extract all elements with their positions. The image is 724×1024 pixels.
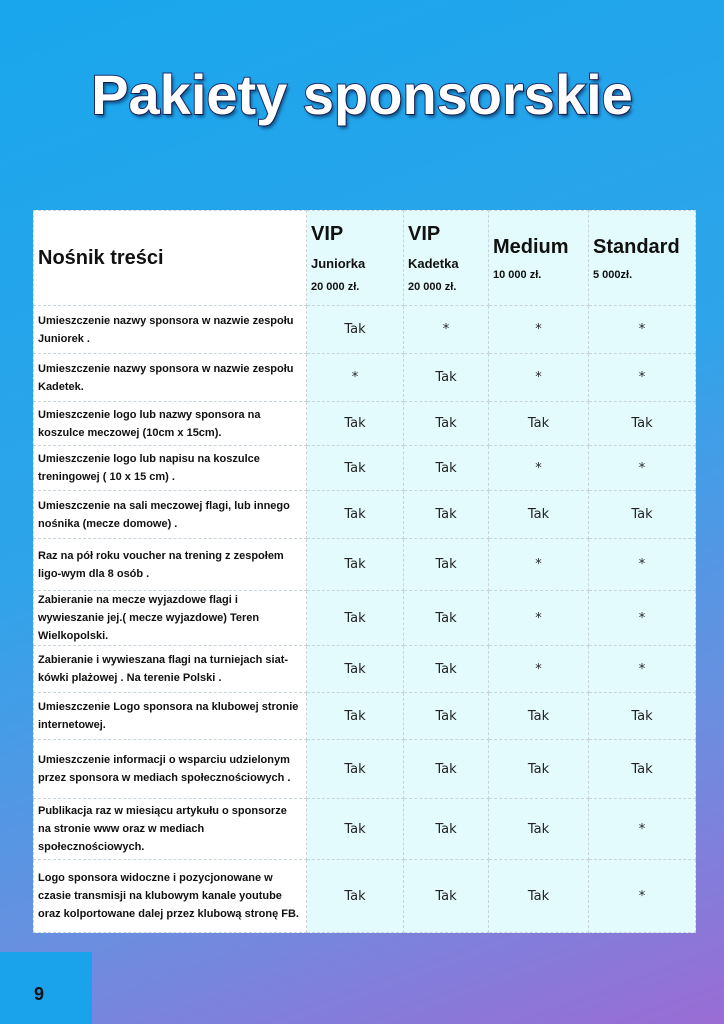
table-row	[34, 539, 696, 591]
package-cell: Tak	[489, 799, 589, 860]
package-cell: Tak	[404, 491, 489, 539]
package-name: VIP	[311, 223, 344, 245]
package-header	[589, 211, 696, 306]
package-cell: Tak	[404, 860, 489, 933]
package-cell: Tak	[307, 799, 404, 860]
package-cell: Tak	[489, 693, 589, 740]
table-row	[34, 740, 696, 799]
package-header	[489, 211, 589, 306]
package-name: Standard	[593, 235, 680, 258]
row-description: Umieszczenie informacji o wsparciu udzielonym przez sponsora w mediach społecznościowych .	[34, 740, 307, 799]
package-cell: Tak	[404, 446, 489, 491]
table-row	[34, 402, 696, 446]
row-description: Zabieranie na mecze wyjazdowe flagi i wywieszanie jej.( mecze wyjazdowe) Teren Wielkopolski.	[34, 591, 307, 646]
table-row	[34, 646, 696, 693]
package-cell: Tak	[307, 446, 404, 491]
package-cell: Tak	[307, 539, 404, 591]
package-cell: Tak	[589, 693, 696, 740]
page-number-box	[0, 952, 92, 1024]
package-cell: Tak	[404, 693, 489, 740]
package-cell: Tak	[404, 646, 489, 693]
package-cell: Tak	[307, 306, 404, 354]
package-cell: Tak	[404, 354, 489, 402]
table-row	[34, 491, 696, 539]
package-cell: *	[489, 539, 589, 591]
package-cell: Tak	[589, 491, 696, 539]
package-cell: Tak	[404, 591, 489, 646]
package-name: VIP	[408, 223, 441, 245]
package-cell: Tak	[404, 539, 489, 591]
package-cell: Tak	[589, 740, 696, 799]
table-row	[34, 693, 696, 740]
package-cell: Tak	[307, 693, 404, 740]
row-description: Umieszczenie logo lub nazwy sponsora na koszulce meczowej (10cm x 15cm).	[34, 402, 307, 446]
package-cell: Tak	[307, 740, 404, 799]
package-cell: *	[404, 306, 489, 354]
package-cell: *	[489, 354, 589, 402]
package-cell: Tak	[307, 491, 404, 539]
package-cell: *	[307, 354, 404, 402]
package-sub: Kadetka	[408, 256, 459, 271]
page-number: 9	[34, 984, 45, 1004]
package-cell: *	[589, 446, 696, 491]
package-header	[404, 211, 489, 306]
row-description: Zabieranie i wywieszana flagi na turniejach siat-kówki plażowej . Na terenie Polski .	[34, 646, 307, 693]
row-description: Umieszczenie nazwy sponsora w nazwie zespołu Juniorek .	[34, 306, 307, 354]
page-title: Pakiety sponsorskie	[91, 63, 633, 126]
row-description: Umieszczenie nazwy sponsora w nazwie zespołu Kadetek.	[34, 354, 307, 402]
package-cell: Tak	[307, 402, 404, 446]
package-price: 10 000 zł.	[493, 268, 542, 281]
package-price: 20 000 zł.	[311, 281, 360, 293]
table-row	[34, 860, 696, 933]
row-description: Umieszczenie na sali meczowej flagi, lub innego nośnika (mecze domowe) .	[34, 491, 307, 539]
package-cell: Tak	[404, 740, 489, 799]
package-price: 20 000 zł.	[408, 281, 457, 293]
package-cell: Tak	[404, 402, 489, 446]
package-header	[307, 211, 404, 306]
table-row	[34, 446, 696, 491]
table-row	[34, 354, 696, 402]
table-row	[34, 591, 696, 646]
package-cell: *	[489, 591, 589, 646]
header-row	[34, 211, 696, 306]
package-cell: *	[589, 799, 696, 860]
package-cell: Tak	[307, 646, 404, 693]
package-cell: *	[589, 591, 696, 646]
row-description: Logo sponsora widoczne i pozycjonowane w czasie transmisji na klubowym kanale youtube oraz kolportowane dalej przez klubową stronę FB.	[34, 860, 307, 933]
package-cell: Tak	[489, 740, 589, 799]
package-price: 5 000zł.	[593, 268, 633, 281]
package-cell: Tak	[589, 402, 696, 446]
package-cell: Tak	[489, 491, 589, 539]
package-cell: *	[589, 354, 696, 402]
row-description: Raz na pół roku voucher na trening z zespołem ligo-wym dla 8 osób .	[34, 539, 307, 591]
package-cell: Tak	[489, 402, 589, 446]
package-cell: *	[589, 860, 696, 933]
package-cell: Tak	[307, 860, 404, 933]
package-cell: Tak	[489, 860, 589, 933]
package-cell: *	[489, 446, 589, 491]
package-cell: Tak	[307, 591, 404, 646]
table-row	[34, 799, 696, 860]
row-description: Umieszczenie logo lub napisu na koszulce treningowej ( 10 x 15 cm) .	[34, 446, 307, 491]
package-cell: Tak	[404, 799, 489, 860]
row-description: Umieszczenie Logo sponsora na klubowej stronie internetowej.	[34, 693, 307, 740]
table-row	[34, 306, 696, 354]
row-description: Publikacja raz w miesiącu artykułu o sponsorze na stronie www oraz w mediach społecznościowych.	[34, 799, 307, 860]
package-cell: *	[589, 306, 696, 354]
header-label: Nośnik treści	[34, 211, 307, 306]
sponsorship-table	[33, 210, 696, 933]
package-cell: *	[589, 539, 696, 591]
package-name: Medium	[493, 235, 569, 258]
package-sub: Juniorka	[311, 256, 366, 271]
package-cell: *	[489, 306, 589, 354]
package-cell: *	[589, 646, 696, 693]
package-cell: *	[489, 646, 589, 693]
